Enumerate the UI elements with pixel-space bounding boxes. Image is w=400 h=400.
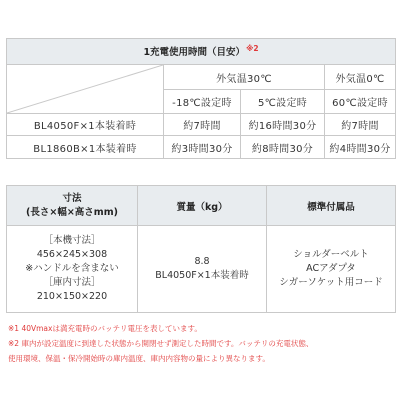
outside-temp-30-header: 外気温30℃ [164, 65, 325, 90]
runtime-table-title-cell [7, 39, 396, 65]
footnote-3: 使用環境、保温・保冷開始時の庫内温度、庫内内容物の量により異なります。 [8, 354, 270, 363]
row-value: 約7時間 [164, 114, 241, 136]
row-value: 約3時間30分 [164, 136, 241, 159]
row-value: 約16時間30分 [241, 114, 325, 136]
footnotes [8, 321, 394, 366]
body-dimensions-label: ［本機寸法］ [43, 235, 101, 246]
weight-header: 質量（kg） [138, 186, 267, 226]
body-dimensions-note: ※ハンドルを含まない [25, 263, 119, 274]
row-value: 約8時間30分 [241, 136, 325, 159]
accessory-item: シガーソケット用コード [279, 277, 383, 288]
runtime-table [6, 38, 396, 159]
weight-note: BL4050F×1本装着時 [155, 270, 249, 281]
accessory-item: ACアダプタ [306, 263, 356, 274]
runtime-table-title: 1充電使用時間（目安） [143, 47, 246, 59]
diagonal-line-icon [7, 65, 163, 113]
table-row [7, 136, 396, 159]
dimensions-header-title: 寸法 [62, 192, 82, 204]
row-label: BL4050F×1本装着時 [7, 114, 164, 136]
outside-temp-0-header: 外気温0℃ [325, 65, 396, 90]
setting-col-2-header: 5℃設定時 [241, 90, 325, 114]
body-dimensions-value: 456×245×308 [36, 249, 108, 260]
table-row [7, 114, 396, 136]
weight-value: 8.8 [194, 256, 210, 267]
footnote-2: ※2 庫内が設定温度に到達した状態から開閉せず測定した時間です。バッテリの充電状態、 [8, 339, 314, 348]
footnote-1: ※1 40Vmaxは満充電時のバッテリ電圧を表しています。 [8, 324, 202, 333]
dimensions-header-subtitle: (長さ×幅×高さmm) [26, 206, 118, 218]
spec-table [6, 185, 396, 313]
setting-col-3-header: 60℃設定時 [325, 90, 396, 114]
diagonal-header-cell [7, 65, 164, 114]
accessory-item: ショルダーベルト [293, 249, 369, 260]
row-label: BL1860B×1本装着時 [7, 136, 164, 159]
runtime-table-title-note: ※2 [246, 44, 259, 54]
accessories-header: 標準付属品 [267, 186, 396, 226]
row-value: 約7時間 [325, 114, 396, 136]
setting-col-1-header: -18℃設定時 [164, 90, 241, 114]
dimensions-cell [7, 226, 138, 313]
accessories-cell [267, 226, 396, 313]
weight-cell [138, 226, 267, 313]
dimensions-header [7, 186, 138, 226]
inner-dimensions-value: 210×150×220 [36, 291, 108, 302]
inner-dimensions-label: ［庫内寸法］ [43, 277, 101, 288]
row-value: 約4時間30分 [325, 136, 396, 159]
